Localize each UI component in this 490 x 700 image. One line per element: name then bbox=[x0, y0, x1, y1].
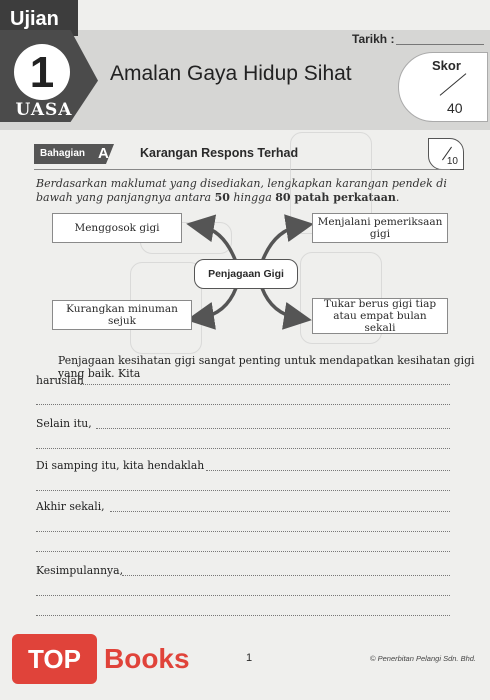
mindmap-node-top-left: Menggosok gigi bbox=[52, 213, 182, 243]
instruction-text-mid: hingga bbox=[229, 191, 276, 204]
mindmap-node-bottom-right: Tukar berus gigi tiap atau empat bulan sekali bbox=[312, 298, 448, 334]
uasa-label: UASA bbox=[15, 100, 73, 120]
essay-intro-cont: haruslah bbox=[36, 374, 84, 387]
writing-line[interactable] bbox=[36, 448, 450, 449]
writing-line[interactable] bbox=[36, 404, 450, 405]
essay-p4: Akhir sekali, bbox=[36, 500, 105, 513]
section-title: Karangan Respons Terhad bbox=[140, 146, 299, 160]
essay-p3: Di samping itu, kita hendaklah bbox=[36, 459, 205, 472]
ujian-label: Ujian bbox=[0, 0, 78, 36]
instruction-text-end: . bbox=[395, 191, 400, 204]
mindmap-node-bottom-left: Kurangkan minuman sejuk bbox=[52, 300, 192, 330]
section-letter: A bbox=[98, 145, 109, 162]
word-min: 50 bbox=[214, 191, 230, 204]
test-number: 1 bbox=[14, 44, 70, 100]
arrow-bottom-right bbox=[262, 288, 298, 318]
writing-line[interactable] bbox=[80, 384, 450, 385]
writing-line[interactable] bbox=[110, 511, 450, 512]
score-total: 40 bbox=[447, 100, 463, 116]
page-number: 1 bbox=[246, 652, 253, 664]
writing-line[interactable] bbox=[36, 490, 450, 491]
section-tag-label: Bahagian bbox=[40, 148, 86, 159]
publisher-credit: © Penerbitan Pelangi Sdn. Bhd. bbox=[370, 654, 477, 663]
section-score: 10 bbox=[446, 156, 458, 167]
word-max: 80 patah perkataan bbox=[275, 191, 396, 204]
arrow-top-right bbox=[262, 226, 300, 262]
writing-line[interactable] bbox=[36, 551, 450, 552]
score-label: Skor bbox=[432, 58, 461, 73]
mindmap-center-node: Penjagaan Gigi bbox=[194, 259, 298, 289]
writing-line[interactable] bbox=[36, 595, 450, 596]
writing-line[interactable] bbox=[36, 531, 450, 532]
instruction-text: Berdasarkan maklumat yang disediakan, lengkapkan karangan pendek di bawah yang panjangnya antara bbox=[36, 177, 447, 204]
topbooks-logo: TOP bbox=[12, 634, 97, 684]
arrow-top-left bbox=[200, 226, 236, 262]
mindmap-node-top-right: Menjalani pemeriksaan gigi bbox=[312, 213, 448, 243]
essay-intro: Penjagaan kesihatan gigi sangat penting untuk mendapatkan kesihatan gigi yang baik. Kita bbox=[58, 354, 475, 380]
date-label: Tarikh : bbox=[352, 32, 395, 46]
essay-p2: Selain itu, bbox=[36, 417, 92, 430]
writing-line[interactable] bbox=[206, 470, 450, 471]
arrow-bottom-left bbox=[200, 288, 236, 318]
writing-line[interactable] bbox=[96, 428, 450, 429]
topbooks-logo-text: Books bbox=[104, 643, 190, 674]
page-title: Amalan Gaya Hidup Sihat bbox=[110, 62, 352, 85]
writing-line[interactable] bbox=[122, 575, 450, 576]
writing-line[interactable] bbox=[36, 615, 450, 616]
essay-p5: Kesimpulannya, bbox=[36, 564, 124, 577]
